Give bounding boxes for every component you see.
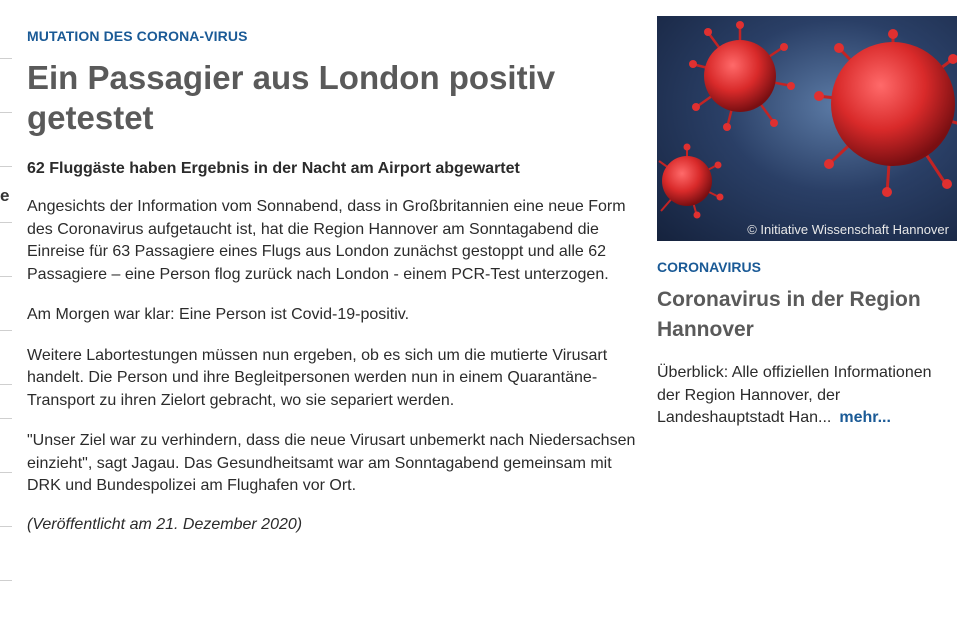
more-link[interactable]: mehr... bbox=[839, 409, 891, 426]
article-subheadline: 62 Fluggäste haben Ergebnis in der Nacht am Airport abgewartet bbox=[27, 160, 520, 177]
nav-divider bbox=[0, 112, 12, 113]
virus-medium bbox=[689, 21, 795, 131]
sidebar-teaser-body: Überblick: Alle offiziellen Informationen der Region Hannover, der Landeshauptstadt Han... bbox=[657, 364, 932, 426]
article-paragraph: Weitere Labortestungen müssen nun ergeben, ob es sich um die mutierte Virusart handelt. Die Person und ihre Begleitpersonen werden nun in einem Quarantäne-Transport zu ihren Zielort gebracht, wo sie separiert werden. bbox=[27, 346, 608, 409]
article-headline: Ein Passagier aus London positiv getestet bbox=[27, 59, 556, 136]
coronavirus-image[interactable] bbox=[657, 16, 957, 241]
nav-divider bbox=[0, 580, 12, 581]
sidebar-title-link[interactable]: Coronavirus in der Region Hannover bbox=[657, 288, 921, 341]
nav-divider bbox=[0, 418, 12, 419]
nav-divider bbox=[0, 222, 12, 223]
image-credit: © Initiative Wissenschaft Hannover bbox=[747, 222, 949, 237]
sidebar-kicker: CORONAVIRUS bbox=[657, 259, 761, 275]
publish-date: (Veröffentlicht am 21. Dezember 2020) bbox=[27, 515, 303, 533]
article-paragraph: "Unser Ziel war zu verhindern, dass die neue Virusart unbemerkt nach Niedersachsen einzieht", sagt Jagau. Das Gesundheitsamt war am Sonntagabend gemeinsam mit DRK und Bundespolizei am Flughafen vor Ort. bbox=[27, 432, 636, 494]
article bbox=[27, 0, 637, 534]
virus-small bbox=[659, 144, 724, 219]
sidebar-teaser-text bbox=[657, 362, 957, 430]
article-paragraph: Am Morgen war klar: Eine Person ist Covid-19-positiv. bbox=[27, 306, 410, 323]
nav-divider bbox=[0, 384, 12, 385]
nav-divider bbox=[0, 276, 12, 277]
article-kicker: MUTATION DES CORONA-VIRUS bbox=[27, 28, 248, 44]
nav-divider bbox=[0, 526, 12, 527]
virus-large bbox=[814, 29, 957, 197]
nav-divider bbox=[0, 58, 12, 59]
nav-divider bbox=[0, 330, 12, 331]
nav-fragment-text: e bbox=[0, 186, 10, 205]
nav-divider bbox=[0, 472, 12, 473]
nav-divider bbox=[0, 166, 12, 167]
article-paragraph: Angesichts der Information vom Sonnabend, dass in Großbritannien eine neue Form des Coronavirus aufgetaucht ist, hat die Region Hannover am Sonntagabend die Einreise für 63 Passagiere eines Flugs aus London zunächst gestoppt und alle 62 Passagiere – eine Person flog zurück nach London - einem PCR-Test unterzogen. bbox=[27, 198, 626, 283]
left-nav-edge bbox=[0, 0, 14, 622]
virus-illustration bbox=[657, 16, 957, 241]
sidebar-teaser bbox=[657, 16, 957, 430]
